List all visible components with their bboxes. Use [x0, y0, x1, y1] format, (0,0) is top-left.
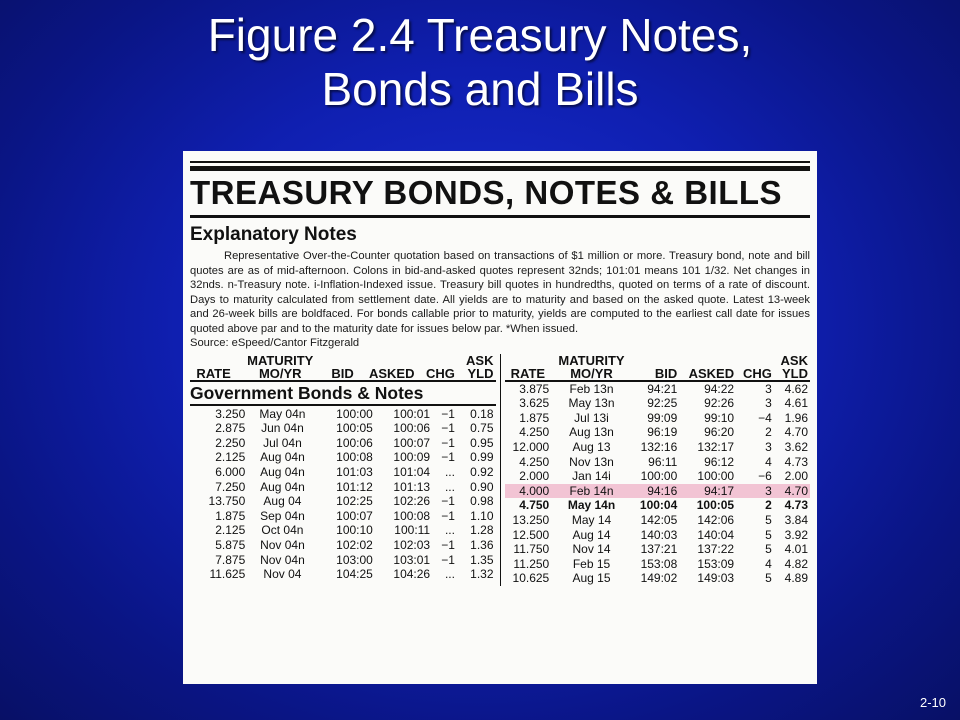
slide-title-line-1: Figure 2.4 Treasury Notes, [207, 9, 753, 61]
cell-chg: 3 [736, 484, 774, 499]
cell-maturity: Jan 14i [572, 469, 611, 484]
top-rule-thick [190, 166, 810, 171]
header-bid: BID [632, 354, 679, 381]
cell-asked: 132:17 [697, 439, 735, 454]
cell-ask-yld: 1.96 [784, 410, 808, 425]
table-row [505, 557, 811, 572]
cell-ask-yld: 0.90 [470, 479, 494, 494]
cell-maturity: May 14n [567, 498, 616, 513]
cell-maturity: Oct 04n [261, 523, 304, 538]
cell-chg: ... [444, 464, 455, 479]
table-row [505, 513, 811, 528]
headline-rule [190, 215, 810, 218]
cell-bid: 96:11 [648, 454, 678, 469]
cell-rate: 11.625 [209, 567, 246, 582]
cell-rate: 2.875 [215, 421, 246, 436]
cell-asked: 94:17 [679, 484, 736, 499]
cell-rate: 7.875 [215, 552, 246, 567]
cell-rate: 10.625 [512, 571, 550, 586]
cell-rate: 3.875 [519, 381, 550, 396]
table-row [190, 480, 496, 495]
cell-bid: 100:08 [336, 450, 373, 465]
cell-maturity: Nov 13n [569, 454, 614, 469]
slide-title-line-2: Bonds and Bills [321, 63, 639, 115]
cell-maturity: May 14 [571, 512, 612, 527]
table-row [505, 440, 811, 455]
cell-chg: −1 [441, 421, 455, 436]
explanatory-notes-heading: Explanatory Notes [190, 224, 357, 245]
header-ask-top: ASK [466, 352, 494, 368]
table-row [190, 421, 496, 436]
table-row [505, 396, 811, 411]
cell-ask-yld: 3.92 [784, 527, 808, 542]
cell-chg: −1 [441, 435, 455, 450]
cell-bid: 101:03 [336, 464, 373, 479]
table-row [190, 465, 496, 480]
cell-bid: 100:00 [336, 406, 373, 421]
cell-maturity: Aug 13n [569, 425, 614, 440]
table-row [190, 509, 496, 524]
cell-rate: 6.000 [215, 464, 246, 479]
cell-ask-yld: 0.92 [470, 464, 494, 479]
table-row [190, 553, 496, 568]
cell-asked: 103:01 [393, 552, 431, 567]
cell-ask-yld: 1.10 [470, 508, 494, 523]
table-row [505, 484, 811, 499]
explanatory-notes-text: Representative Over-the-Counter quotation based on transactions of $1 million or more. Treasury bond, note and bill quotes are as of mid-afternoon. Colons in bid-and-asked quotes represent 32nds; 101:01 means 101 1/32. Net changes in 32nds. n-Treasury note. i-Inflation-Indexed issue. Treasury bill quotes in hundredths, quoted on terms of a rate of discount. Days to maturity calculated from settlement date. All yields are to maturity and based on the asked quote. Latest 13-week and 26-week bills are boldfaced. For bonds callable prior to maturity, yields are computed to the earliest call date for issues quoted above par and to the maturity date for issues below par. *When issued. [190, 250, 810, 335]
cell-bid: 101:12 [336, 479, 373, 494]
cell-bid: 100:04 [639, 498, 678, 513]
cell-bid: 140:03 [640, 527, 678, 542]
cell-maturity: Jul 13i [574, 410, 609, 425]
cell-ask-yld: 3.62 [784, 439, 808, 454]
clipping-headline: TREASURY BONDS, NOTES & BILLS [190, 174, 783, 211]
cell-rate: 4.000 [505, 484, 552, 499]
cell-maturity: Jul 04n [263, 435, 302, 450]
cell-bid: 100:00 [640, 469, 678, 484]
cell-maturity: Feb 15 [572, 556, 611, 571]
cell-bid: 100:05 [336, 421, 373, 436]
cell-bid: 100:06 [336, 435, 373, 450]
cell-maturity: Jun 04n [261, 421, 304, 436]
cell-asked: 140:04 [697, 527, 735, 542]
cell-rate: 4.250 [519, 454, 550, 469]
cell-asked: 101:04 [393, 464, 431, 479]
cell-chg: 5 [765, 542, 772, 557]
cell-asked: 101:13 [393, 479, 431, 494]
cell-maturity: Feb 14n [551, 484, 632, 499]
cell-ask-yld: 2.00 [784, 469, 808, 484]
cell-rate: 7.250 [215, 479, 246, 494]
section-heading-government: Government Bonds & Notes [190, 383, 496, 406]
table-row [190, 494, 496, 509]
cell-chg: −4 [758, 410, 772, 425]
cell-rate: 11.750 [513, 542, 550, 557]
cell-asked: 94:22 [704, 381, 735, 396]
cell-ask-yld: 1.28 [470, 523, 494, 538]
cell-bid: 96:19 [647, 425, 678, 440]
header-ask-top: ASK [780, 352, 808, 368]
cell-asked: 96:20 [704, 425, 735, 440]
cell-bid: 153:08 [640, 556, 678, 571]
cell-asked: 100:09 [393, 450, 431, 465]
header-ask-bottom: YLD [782, 365, 808, 381]
cell-asked: 100:01 [393, 406, 431, 421]
cell-chg: ... [444, 479, 455, 494]
cell-chg: ... [444, 523, 455, 538]
cell-chg: 5 [765, 512, 772, 527]
cell-chg: 2 [765, 425, 772, 440]
header-asked: ASKED [679, 354, 736, 381]
table-row [190, 567, 496, 582]
cell-rate: 2.250 [215, 435, 246, 450]
cell-ask-yld: 4.89 [784, 571, 808, 586]
source-line: Source: eSpeed/Cantor Fitzgerald [190, 336, 360, 349]
cell-bid: 99:09 [647, 410, 678, 425]
cell-ask-yld: 1.36 [470, 537, 494, 552]
cell-rate: 3.625 [519, 396, 550, 411]
cell-maturity: May 04n [259, 406, 306, 421]
quote-table-right [501, 354, 811, 586]
cell-bid: 104:25 [336, 567, 373, 582]
table-row [505, 381, 811, 397]
cell-ask-yld: 4.70 [774, 484, 810, 499]
cell-rate: 3.250 [215, 406, 246, 421]
cell-bid: 94:16 [632, 484, 679, 499]
cell-asked: 100:05 [696, 498, 735, 513]
cell-rate: 13.250 [512, 512, 550, 527]
table-row [505, 542, 811, 557]
cell-chg: −1 [441, 450, 455, 465]
newspaper-clipping [183, 151, 817, 684]
cell-maturity: Aug 04n [260, 464, 305, 479]
cell-ask-yld: 4.82 [784, 556, 808, 571]
cell-bid: 102:02 [336, 537, 373, 552]
quote-tables [190, 354, 810, 586]
cell-chg: 3 [765, 396, 772, 411]
cell-maturity: Aug 04n [260, 479, 305, 494]
table-row [505, 469, 811, 484]
cell-rate: 5.875 [215, 537, 246, 552]
cell-asked: 102:26 [393, 494, 431, 509]
cell-ask-yld: 0.98 [470, 494, 494, 509]
cell-bid: 137:21 [640, 542, 678, 557]
cell-asked: 102:03 [393, 537, 431, 552]
header-maturity-bottom: MO/YR [570, 365, 613, 381]
cell-ask-yld: 0.75 [470, 421, 494, 436]
cell-asked: 100:06 [393, 421, 431, 436]
cell-ask-yld: 1.32 [470, 567, 494, 582]
cell-chg: −1 [441, 537, 455, 552]
header-rate: RATE [505, 354, 552, 381]
table-header-row [505, 354, 811, 381]
cell-rate: 12.000 [512, 439, 550, 454]
table-row [190, 436, 496, 451]
cell-maturity: Nov 04n [260, 537, 305, 552]
table-row [505, 455, 811, 470]
cell-asked: 149:03 [697, 571, 735, 586]
header-maturity-bottom: MO/YR [258, 365, 302, 381]
cell-ask-yld: 3.84 [784, 512, 808, 527]
cell-chg: 2 [765, 498, 772, 513]
header-maturity-top: MATURITY [558, 352, 625, 368]
cell-ask-yld: 0.95 [470, 435, 494, 450]
cell-chg: −1 [441, 406, 455, 421]
cell-maturity: Aug 14 [572, 527, 611, 542]
header-bid: BID [323, 354, 355, 381]
cell-bid: 94:21 [647, 381, 678, 396]
cell-chg: ... [444, 567, 455, 582]
header-chg: CHG [736, 354, 774, 381]
cell-asked: 92:26 [704, 396, 735, 411]
cell-rate: 2.000 [519, 469, 550, 484]
cell-chg: 3 [765, 439, 772, 454]
cell-ask-yld: 0.99 [470, 450, 494, 465]
cell-asked: 100:07 [393, 435, 431, 450]
table-row [190, 450, 496, 465]
slide-number: 2-10 [919, 695, 946, 710]
table-header-row [190, 354, 496, 381]
table-row [505, 425, 811, 440]
cell-bid: 142:05 [640, 512, 678, 527]
cell-maturity: Nov 14 [572, 542, 611, 557]
header-maturity [551, 354, 632, 381]
cell-rate: 4.750 [519, 498, 550, 513]
cell-rate: 13.750 [208, 494, 246, 509]
table-row [505, 528, 811, 543]
header-ask-yld [774, 354, 810, 381]
cell-bid: 100:07 [336, 508, 373, 523]
cell-ask-yld: 4.73 [784, 498, 808, 513]
cell-rate: 12.500 [512, 527, 550, 542]
cell-asked: 104:26 [393, 567, 431, 582]
cell-bid: 103:00 [336, 552, 373, 567]
cell-maturity: Nov 04 [263, 567, 302, 582]
table-row [505, 411, 811, 426]
cell-ask-yld: 4.01 [784, 542, 808, 557]
cell-chg: 5 [765, 527, 772, 542]
cell-rate: 2.125 [215, 450, 246, 465]
cell-chg: 4 [765, 556, 772, 571]
cell-ask-yld: 1.35 [470, 552, 494, 567]
table-row [190, 538, 496, 553]
cell-rate: 1.875 [215, 508, 246, 523]
cell-maturity: May 13n [568, 396, 615, 411]
cell-asked: 100:00 [697, 469, 735, 484]
cell-chg: 5 [765, 571, 772, 586]
cell-rate: 2.125 [215, 523, 246, 538]
cell-ask-yld: 4.62 [784, 381, 808, 396]
header-maturity [237, 354, 323, 381]
header-maturity-top: MATURITY [247, 352, 314, 368]
top-rule-thin [190, 161, 810, 163]
cell-bid: 102:25 [336, 494, 373, 509]
cell-maturity: Aug 15 [572, 571, 611, 586]
cell-asked: 96:12 [704, 454, 735, 469]
cell-bid: 92:25 [647, 396, 678, 411]
cell-bid: 149:02 [640, 571, 678, 586]
cell-chg: 3 [765, 381, 772, 396]
quote-table-left [190, 354, 501, 586]
cell-rate: 1.875 [519, 410, 550, 425]
cell-asked: 100:11 [394, 523, 431, 538]
cell-chg: −1 [441, 494, 455, 509]
cell-maturity: Feb 13n [569, 381, 614, 396]
header-asked: ASKED [356, 354, 417, 381]
cell-ask-yld: 4.61 [784, 396, 808, 411]
cell-chg: −1 [441, 508, 455, 523]
cell-maturity: Aug 13 [572, 439, 611, 454]
cell-asked: 153:09 [697, 556, 735, 571]
slide-title [0, 8, 960, 116]
cell-asked: 137:22 [697, 542, 735, 557]
header-chg: CHG [416, 354, 456, 381]
cell-maturity: Aug 04n [260, 450, 305, 465]
cell-chg: −1 [441, 552, 455, 567]
left-table-body [190, 407, 496, 582]
table-row [190, 523, 496, 538]
right-table-body [505, 381, 811, 586]
table-row [505, 498, 811, 513]
table-row [505, 571, 811, 586]
header-ask-bottom: YLD [467, 365, 494, 381]
cell-rate: 4.250 [519, 425, 550, 440]
cell-ask-yld: 4.70 [784, 425, 808, 440]
cell-ask-yld: 4.73 [784, 454, 808, 469]
cell-bid: 132:16 [640, 439, 678, 454]
header-ask-yld [457, 354, 496, 381]
cell-ask-yld: 0.18 [470, 406, 494, 421]
cell-asked: 142:06 [697, 512, 735, 527]
cell-bid: 100:10 [336, 523, 373, 538]
cell-asked: 99:10 [704, 410, 735, 425]
cell-maturity: Aug 04 [263, 494, 302, 509]
cell-asked: 100:08 [393, 508, 431, 523]
header-rate: RATE [190, 354, 237, 381]
cell-rate: 11.250 [513, 556, 550, 571]
cell-chg: −6 [758, 469, 772, 484]
cell-maturity: Nov 04n [260, 552, 305, 567]
cell-maturity: Sep 04n [260, 508, 305, 523]
table-row [190, 407, 496, 422]
cell-chg: 4 [765, 454, 772, 469]
